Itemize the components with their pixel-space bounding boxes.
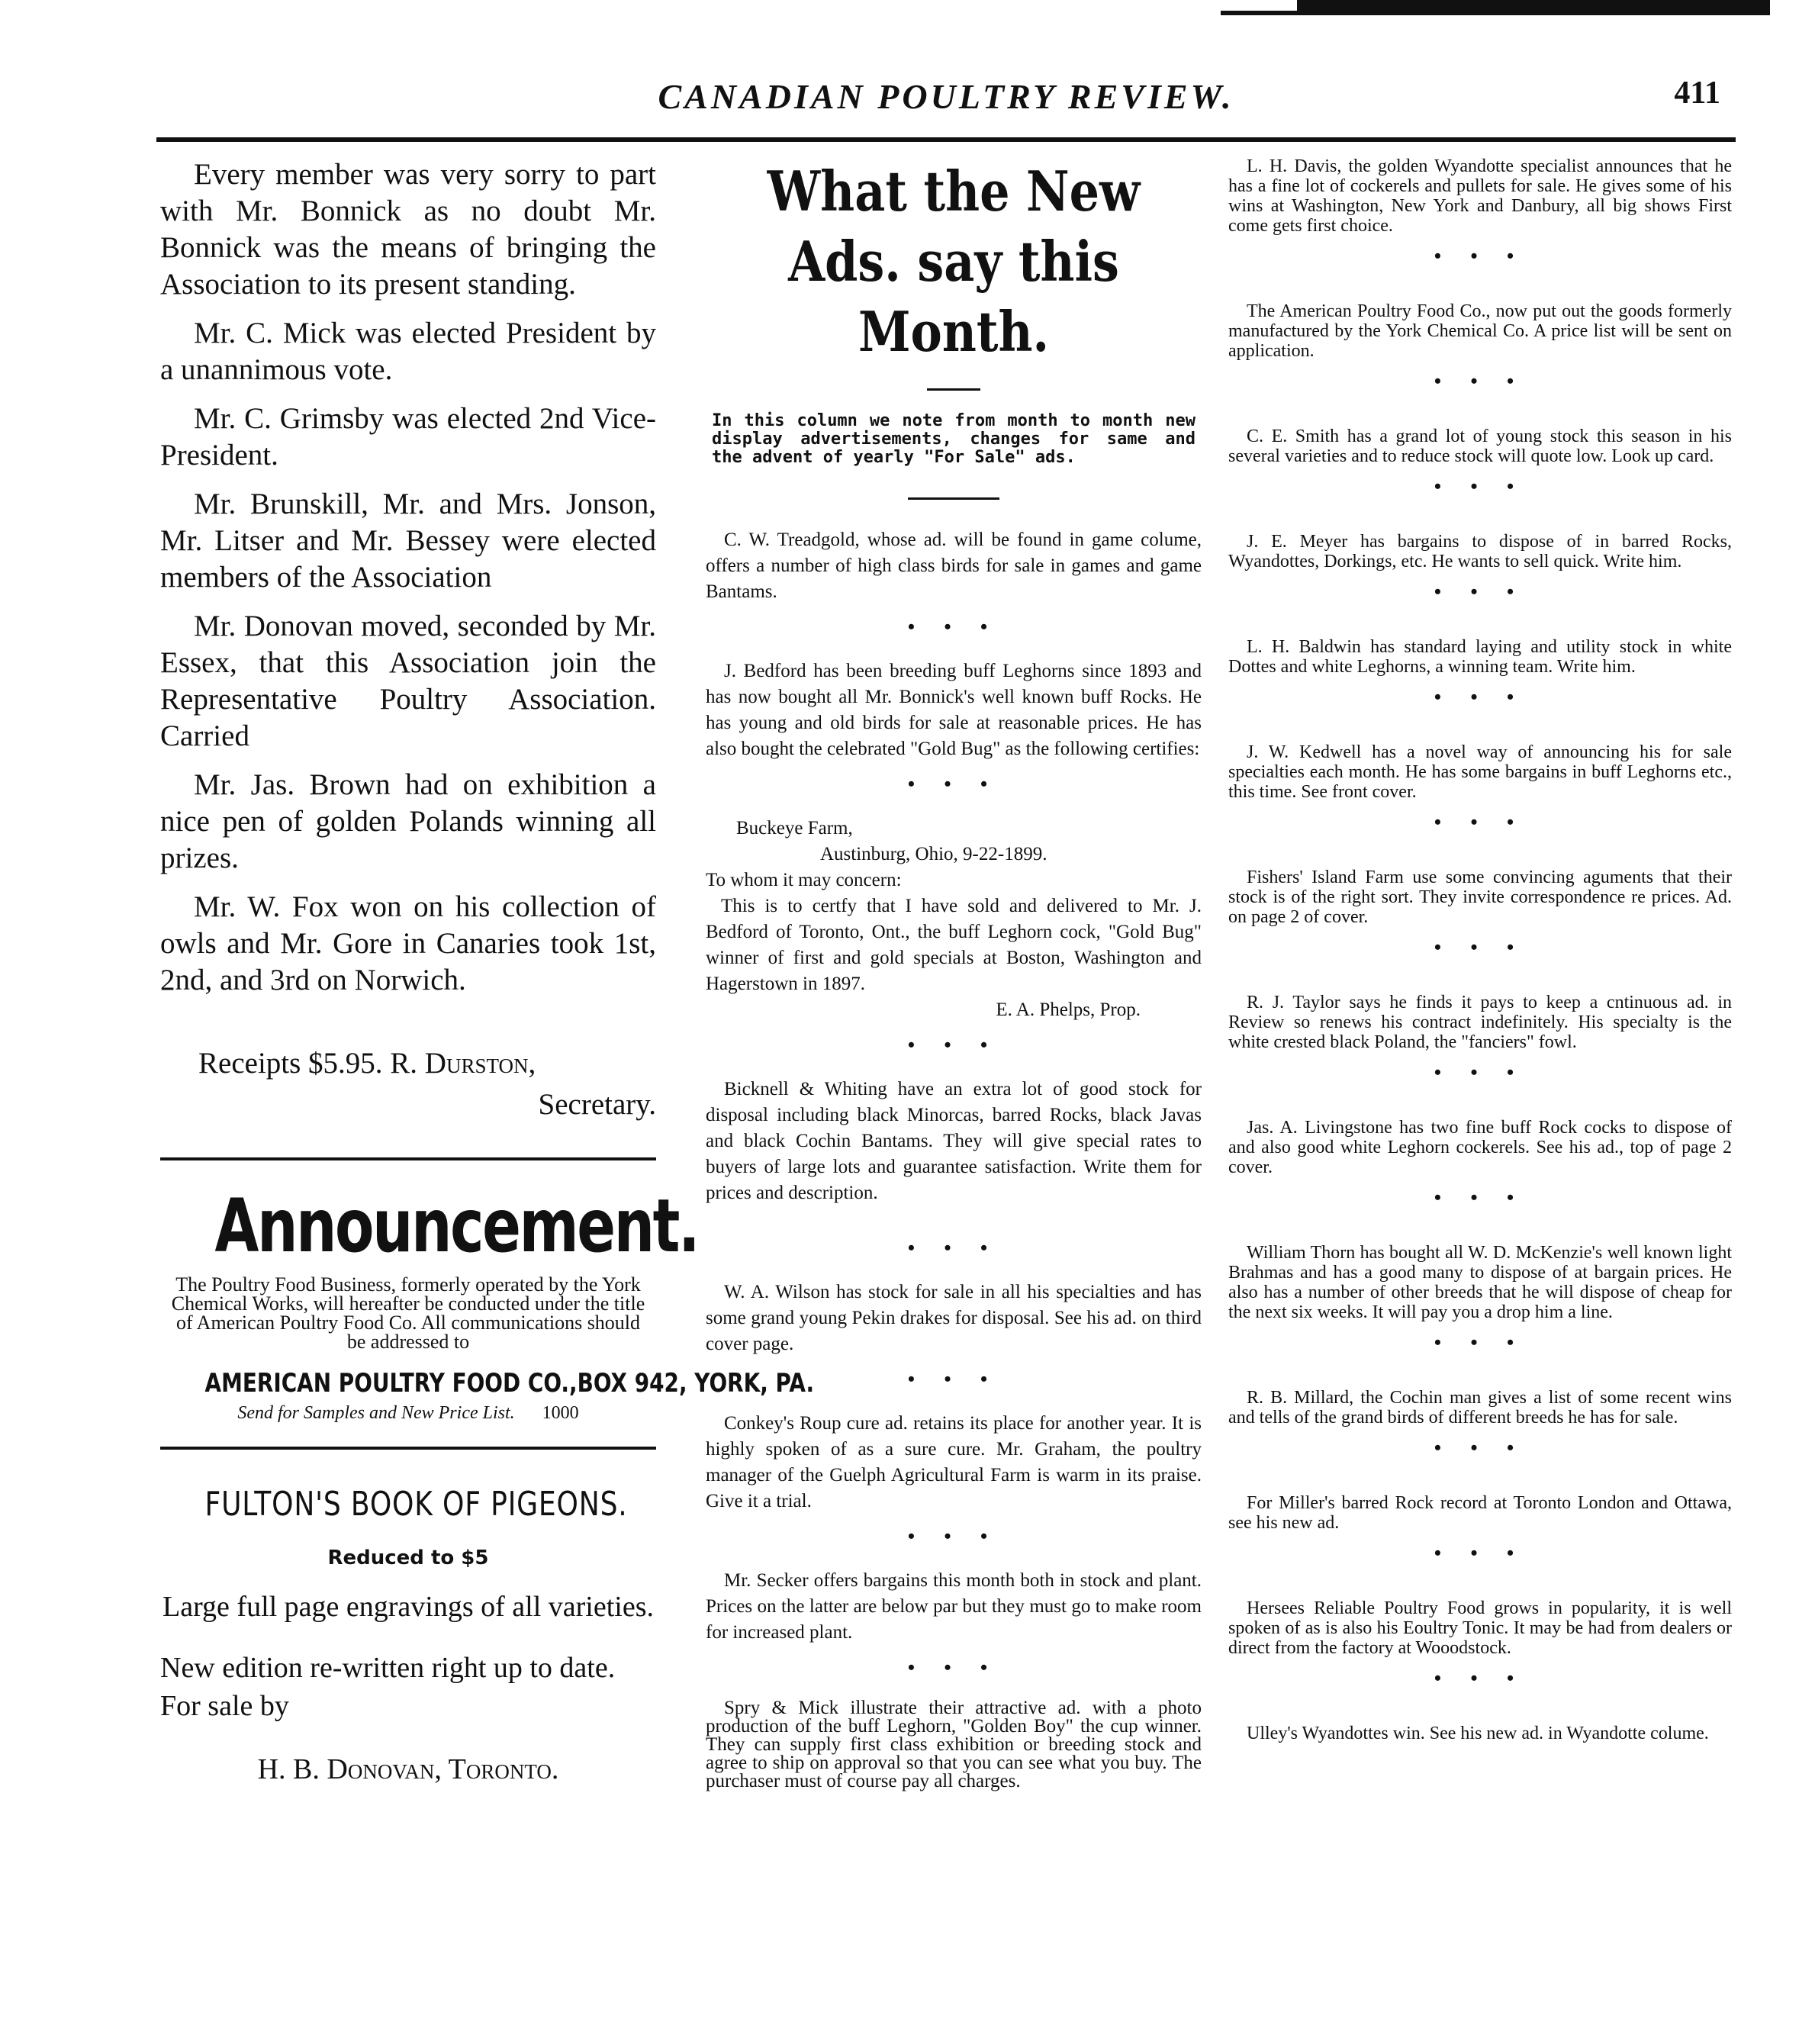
ad-note: J. E. Meyer has bargains to dispose of in barred Rocks, Wyandottes, Dorkings, etc. He wants to sell quick. Write him. — [1228, 532, 1732, 571]
ad-note: W. A. Wilson has stock for sale in all his specialties and has some grand young Pekin drakes for disposal. See his ad. on third cover page. — [706, 1282, 1202, 1354]
ad-note: William Thorn has bought all W. D. McKenzie's well known light Brahmas and has a good many to dispose of at bargain prices. He also has a number of other breeds that he will dispose of cheap for the next six weeks. It will pay you a drop him a line. — [1228, 1243, 1732, 1322]
page-number: 411 — [1674, 76, 1720, 111]
left-paragraph: Mr. Donovan moved, seconded by Mr. Essex, that this Association join the Representative Poultry Association. Carried — [160, 610, 656, 752]
separator-dots: • • • — [1434, 1437, 1527, 1459]
left-paragraph: Mr. W. Fox won on his collection of owls and Mr. Gore in Canaries took 1st, 2nd, and 3rd on Norwich. — [160, 890, 656, 996]
announcement-body: The Poultry Food Business, formerly operated by the York Chemical Works, will hereafter be conducted under the title of American Poultry Food Co. All communications should be addressed to — [171, 1273, 645, 1353]
right-column — [1228, 156, 1732, 1743]
separator-dots: • • • — [1434, 1186, 1527, 1209]
ad-note: L. H. Davis, the golden Wyandotte specialist announces that he has a fine lot of cockerels and pullets for sale. He gives some of his wins at Washington, New York and Danbury, all big shows First come gets first choice. — [1228, 156, 1732, 236]
separator-dots: • • • — [907, 1525, 1000, 1547]
cert-place-date: Austinburg, Ohio, 9-22-1899. — [820, 844, 1047, 864]
ad-note: J. Bedford has been breeding buff Leghorns since 1893 and has now bought all Mr. Bonnick's well known buff Rocks. He has young and old birds for sale at reasonable prices. He has also bought the celebrated "Gold Bug" as the following certifies: — [706, 661, 1202, 759]
left-paragraph: Mr. C. Mick was elected President by a unannimous vote. — [160, 317, 656, 386]
announcement-code: 1000 — [542, 1403, 579, 1423]
fulton-line-2: New edition re-written right up to date. For sale by — [160, 1652, 616, 1722]
new-ads-intro: In this column we note from month to month new display advertisements, changes for same and the advent of yearly "For Sale" ads. — [712, 411, 1196, 467]
separator-dots: • • • — [907, 1656, 1000, 1679]
announcement-title: Announcement. — [214, 1183, 699, 1269]
ad-note: Ulley's Wyandottes win. See his new ad. in Wyandotte colume. — [1247, 1724, 1709, 1743]
ad-note: R. B. Millard, the Cochin man gives a list of some recent wins and tells of the grand birds of different breeds he has for sale. — [1228, 1388, 1732, 1428]
receipts-text: Receipts $5.95. — [198, 1047, 383, 1080]
ad-note: Conkey's Roup cure ad. retains its place for another year. It is highly spoken of as a sure cure. Mr. Graham, the poultry manager of the Guelph Agricultural Farm is warm in its praise. Give it a trial. — [706, 1413, 1202, 1511]
ad-note: C. E. Smith has a grand lot of young stock this season in his several varieties and to reduce stock will quote low. Look up card. — [1228, 427, 1732, 466]
ad-note: Spry & Mick illustrate their attractive ad. with a photo production of the buff Leghorn, "Golden Boy" the cup winner. They can supply first class exhibition or breeding stock and agree to ship on approval so that you can see what you buy. The purchaser must of course pay all charges. — [706, 1698, 1202, 1791]
ad-note: Fishers' Island Farm use some convincing aguments that their stock is of the right sort. They invite correspondence re prices. Ad. on page 2 of cover. — [1228, 867, 1732, 927]
ad-note: For Miller's barred Rock record at Toronto London and Ottawa, see his new ad. — [1228, 1493, 1732, 1533]
header-rule — [156, 137, 1736, 142]
separator-dots: • • • — [1434, 1667, 1527, 1689]
separator-dots: • • • — [1434, 245, 1527, 267]
cert-farm: Buckeye Farm, — [736, 818, 853, 839]
announcement-note — [160, 1403, 656, 1424]
ad-note: L. H. Baldwin has standard laying and utility stock in white Dottes and white Leghorns, a winning team. Write him. — [1228, 637, 1732, 677]
ad-note: R. J. Taylor says he finds it pays to keep a cntinuous ad. in Review so renews his contract indefinitely. His specialty is the white crested black Poland, the "fanciers" fowl. — [1228, 993, 1732, 1052]
fulton-title: FULTON'S BOOK OF PIGEONS. — [204, 1485, 628, 1524]
ad-note: Jas. A. Livingstone has two fine buff Rock cocks to dispose of and also good white Leghorn cockerels. See his ad., top of page 2 cover. — [1228, 1118, 1732, 1177]
top-edge-bar — [1297, 0, 1770, 11]
cert-salutation: To whom it may concern: — [706, 870, 902, 890]
fulton-subtitle: Reduced to $5 — [327, 1547, 489, 1569]
separator-dots: • • • — [1434, 370, 1527, 392]
receipts-signature — [160, 1043, 656, 1125]
separator-dots: • • • — [1434, 1331, 1527, 1354]
middle-column — [706, 156, 1202, 1791]
separator-dots: • • • — [1434, 811, 1527, 833]
left-paragraph: Mr. C. Grimsby was elected 2nd Vice-President. — [160, 402, 656, 472]
page-title: CANADIAN POULTRY REVIEW. — [658, 77, 1234, 116]
separator-dots: • • • — [1434, 581, 1527, 603]
separator-dots: • • • — [907, 616, 1000, 638]
signer-name: R. Durston, — [390, 1047, 536, 1080]
separator-dots: • • • — [907, 1034, 1000, 1056]
left-paragraph: Every member was very sorry to part with Mr. Bonnick as no doubt Mr. Bonnick was the means of bringing the Association to its present standing. — [160, 158, 656, 301]
ad-note: C. W. Treadgold, whose ad. will be found in game colume, offers a number of high class birds for sale in games and game Bantams. — [706, 530, 1202, 602]
ad-note: J. W. Kedwell has a novel way of announcing his for sale specialties each month. He has some bargains in buff Leghorns etc., this time. See front cover. — [1228, 742, 1732, 802]
separator-dots: • • • — [907, 1368, 1000, 1390]
separator-dots: • • • — [907, 1237, 1000, 1259]
cert-signature: E. A. Phelps, Prop. — [996, 999, 1141, 1020]
left-paragraph: Mr. Jas. Brown had on exhibition a nice pen of golden Polands winning all prizes. — [160, 768, 656, 874]
separator-dots: • • • — [1434, 475, 1527, 497]
page-header — [156, 69, 1736, 137]
separator-dots: • • • — [1434, 1061, 1527, 1083]
fulton-seller: H. B. Donovan, Toronto. — [257, 1753, 559, 1785]
signer-title: Secretary. — [538, 1088, 656, 1121]
announcement-note-text: Send for Samples and New Price List. — [237, 1403, 515, 1423]
short-rule — [927, 388, 980, 391]
ad-note: Bicknell & Whiting have an extra lot of good stock for disposal including black Minorcas, barred Rocks, black Javas and black Cochin Bantams. They will give special rates to buyers of large lots and guarantee satisfaction. Write them for prices and description. — [706, 1079, 1202, 1203]
separator-dots: • • • — [1434, 936, 1527, 958]
ad-note: Hersees Reliable Poultry Food grows in popularity, it is well spoken of as is also his Eoultry Tonic. It may be had from dealers or direct from the factory at Wooodstock. — [1228, 1598, 1732, 1658]
left-paragraph: Mr. Brunskill, Mr. and Mrs. Jonson, Mr. Litser and Mr. Bessey were elected members of the Association — [160, 488, 656, 594]
short-rule — [908, 497, 999, 500]
fulton-line-1: Large full page engravings of all varieties. — [163, 1591, 654, 1623]
certificate — [706, 816, 1202, 1023]
section-rule — [160, 1447, 656, 1450]
ad-note: The American Poultry Food Co., now put out the goods formerly manufactured by the York Chemical Co. A price list will be sent on application. — [1228, 301, 1732, 361]
separator-dots: • • • — [1434, 686, 1527, 708]
ad-note: Mr. Secker offers bargains this month both in stock and plant. Prices on the latter are below par but they must go to make room for increased plant. — [706, 1570, 1202, 1643]
top-edge-bar-lower — [1221, 11, 1770, 15]
new-ads-title: What the New Ads. say this Month. — [767, 159, 1141, 364]
cert-text: This is to certfy that I have sold and delivered to Mr. J. Bedford of Toronto, Ont., the buff Leghorn cock, "Gold Bug" winner of first and gold specials at Boston, Washington and Hagerstown in 1897. — [706, 896, 1202, 994]
section-rule — [160, 1157, 656, 1160]
separator-dots: • • • — [907, 773, 1000, 795]
announcement-company: AMERICAN POULTRY FOOD CO.,BOX 942, YORK, PA. — [204, 1368, 815, 1399]
separator-dots: • • • — [1434, 1542, 1527, 1564]
